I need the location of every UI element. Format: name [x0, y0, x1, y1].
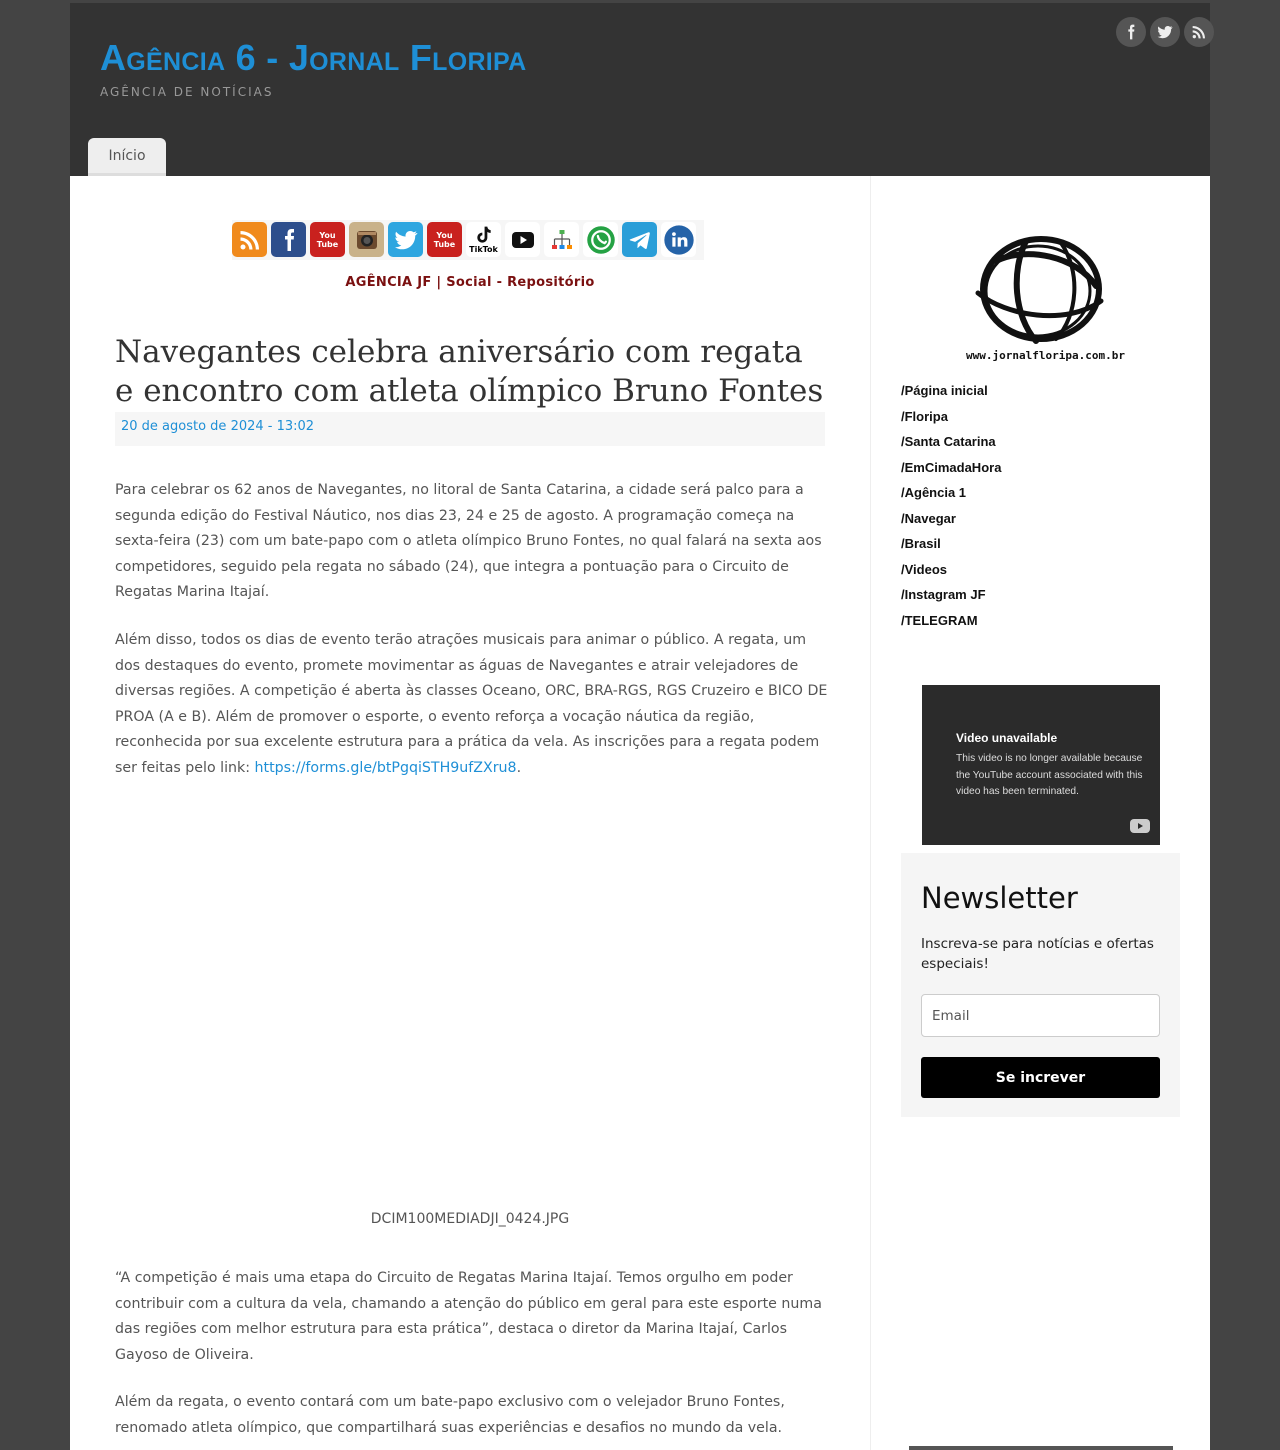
video-embed[interactable]	[922, 685, 1160, 845]
subscribe-button[interactable]: Se increver	[921, 1057, 1160, 1098]
page-wrapper	[70, 3, 1210, 1450]
youtube-label: You Tube	[433, 230, 456, 249]
facebook-icon[interactable]	[271, 222, 306, 257]
twitter-icon[interactable]	[1150, 17, 1180, 47]
sidebar-link-instagram-jf[interactable]: /Instagram JF	[901, 587, 986, 602]
youtube-icon[interactable]	[427, 222, 462, 257]
newsletter-title: Newsletter	[921, 881, 1078, 915]
post-paragraph-1: Para celebrar os 62 anos de Navegantes, no litoral de Santa Catarina, a cidade será palco para a segunda edição do Festival Náutico, nos dias 23, 24 e 25 de agosto. A programação começa na sexta-feira (23) com um bate-papo com o atleta olímpico Bruno Fontes, no qual falará na sexta aos competidores, seguido pela regata no sábado (24), que integra a pontuação para o Circuito de Regatas Marina Itajaí.	[115, 482, 822, 601]
tiktok-icon[interactable]	[466, 222, 501, 257]
play-icon[interactable]	[505, 222, 540, 257]
registration-link[interactable]: https://forms.gle/btPgqiSTH9ufZXru8	[254, 759, 517, 776]
youtube-label: You Tube	[316, 230, 339, 249]
site-logo[interactable]	[966, 231, 1125, 371]
globe-logo-icon	[966, 231, 1116, 349]
sidebar-link-videos[interactable]: /Videos	[901, 561, 948, 577]
rss-icon[interactable]	[1184, 17, 1214, 47]
sidebar	[870, 176, 1210, 1450]
instagram-icon[interactable]	[349, 222, 384, 257]
image-caption: DCIM100MEDIADJI_0424.JPG	[370, 1211, 570, 1227]
sidebar-link-floripa[interactable]: /Floripa	[901, 408, 948, 424]
site-header	[70, 3, 1210, 176]
video-unavailable-message: This video is no longer available because the YouTube account associated with this video has been terminated.	[956, 753, 1143, 797]
sidebar-link-telegram[interactable]: /TELEGRAM	[901, 612, 978, 628]
site-description: AGÊNCIA DE NOTÍCIAS	[100, 85, 274, 99]
header-social-links	[1090, 17, 1210, 49]
video-unavailable-title: Video unavailable	[956, 731, 1058, 745]
site-title[interactable]: Agência 6 - Jornal Floripa	[100, 37, 527, 78]
sidebar-link-brasil[interactable]: /Brasil	[901, 536, 941, 551]
social-repository-bar	[232, 220, 704, 260]
post-title: Navegantes celebra aniversário com regata e encontro com atleta olímpico Bruno Fontes	[115, 334, 824, 409]
link-suffix: .	[516, 759, 522, 776]
facebook-icon[interactable]	[1116, 17, 1146, 47]
sidebar-link-agencia-1[interactable]: /Agência 1	[901, 485, 967, 500]
post-date[interactable]: 20 de agosto de 2024 - 13:02	[121, 419, 315, 434]
linkedin-icon[interactable]	[661, 222, 696, 257]
youtube-icon[interactable]	[310, 222, 345, 257]
twitter-icon[interactable]	[388, 222, 423, 257]
rss-icon[interactable]	[232, 222, 267, 257]
sidebar-link-list	[901, 382, 1201, 637]
email-field[interactable]	[921, 994, 1160, 1037]
newsletter-text: Inscreva-se para notícias e ofertas especiais!	[921, 936, 1154, 972]
post-paragraph-3: “A competição é mais uma etapa do Circuito de Regatas Marina Itajaí. Temos orgulho em poder contribuir com a cultura da vela, chamando a atenção do público em geral para este esporte numa das regiões com melhor estrutura para esta prática”, destaca o diretor da Marina Itajaí, Carlos Gayoso de Oliveira.	[115, 1270, 822, 1363]
youtube-icon[interactable]	[1130, 819, 1150, 833]
social-repository-caption[interactable]: AGÊNCIA JF | Social - Repositório	[345, 275, 595, 290]
nav-tab-inicio[interactable]: Início	[88, 138, 166, 176]
sidebar-link-pagina-inicial[interactable]: /Página inicial	[901, 383, 988, 398]
telegram-icon[interactable]	[622, 222, 657, 257]
post-paragraph-2-text: Além disso, todos os dias de evento terão atrações musicais para animar o público. A regata, um dos destaques do evento, promete movimentar as águas de Navegantes e atrair velejadores de diversas regiões. A competição é aberta às classes Oceano, ORC, BRA-RGS, RGS Cruzeiro e BICO DE PROA (A e B). Além de promover o esporte, o evento reforça a vocação náutica da região, reconhecida por sua excelente estrutura para a prática da vela. As inscrições para a regata podem ser feitas pelo link:	[115, 632, 828, 776]
whatsapp-icon[interactable]	[583, 222, 618, 257]
newsletter-widget	[901, 853, 1180, 1117]
logo-url-text: www.jornalfloripa.com.br	[966, 349, 1125, 362]
post-paragraph-4: Além da regata, o evento contará com um bate-papo exclusivo com o velejador Bruno Fontes, renomado atleta olímpico, que compartilhará suas experiências e desafios no mundo da vela.	[115, 1394, 785, 1436]
sitemap-icon[interactable]	[544, 222, 579, 257]
main-content	[70, 176, 870, 1450]
post-meta	[115, 412, 825, 446]
tiktok-label: TikTok	[469, 245, 498, 254]
sidebar-link-santa-catarina[interactable]: /Santa Catarina	[901, 434, 996, 449]
post-paragraph-2	[115, 628, 829, 782]
sidebar-link-navegar[interactable]: /Navegar	[901, 510, 956, 526]
sidebar-link-emcimadahora[interactable]: /EmCimadaHora	[901, 459, 1002, 475]
sidebar-bottom-widget-edge	[909, 1446, 1173, 1450]
